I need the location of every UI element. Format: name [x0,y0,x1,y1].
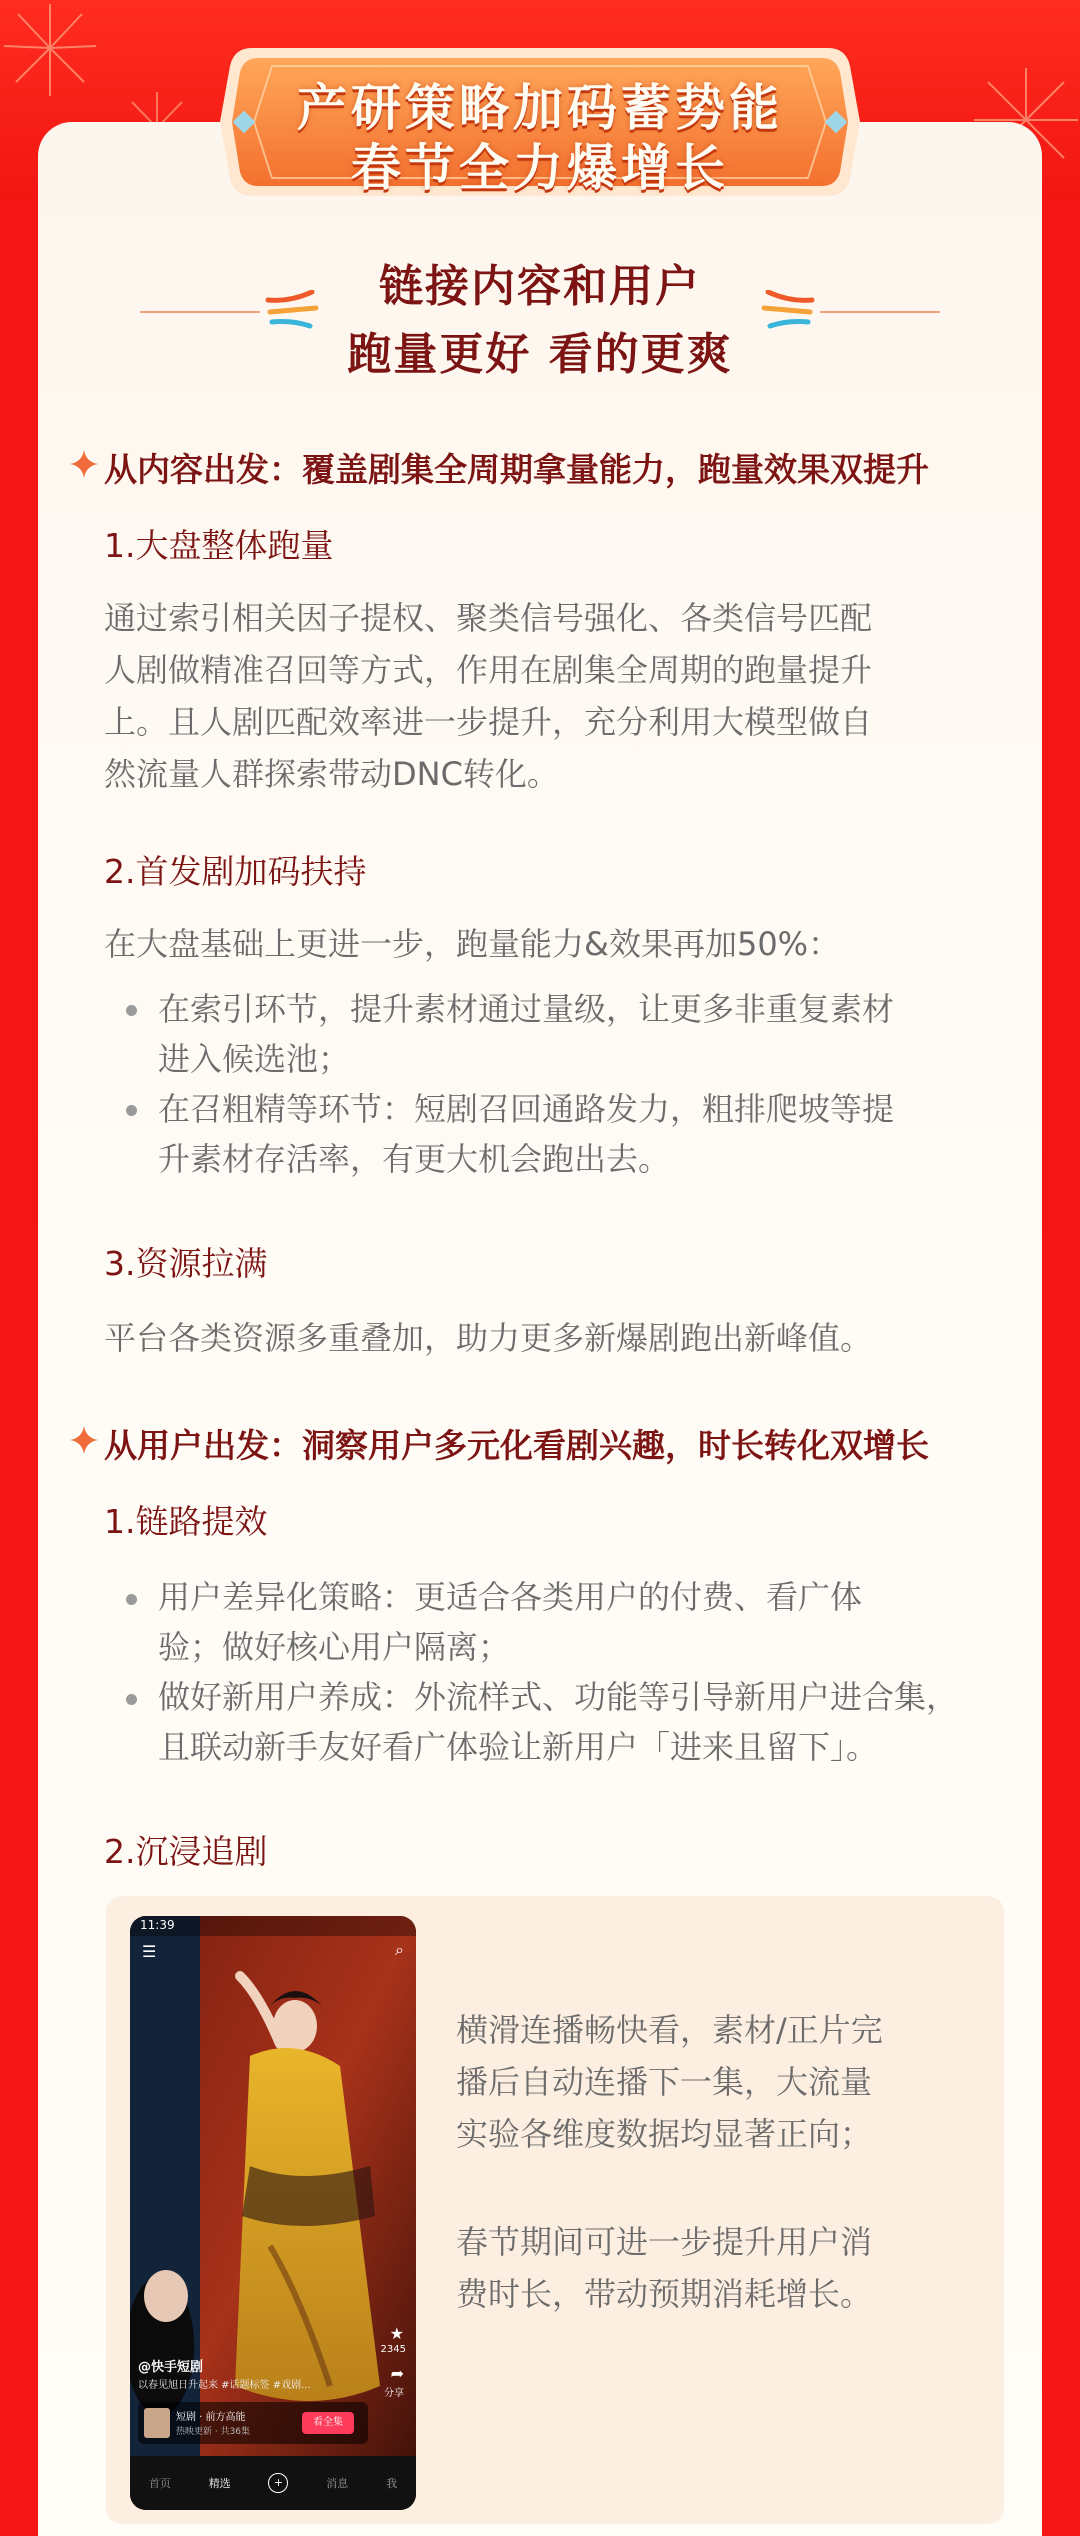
bullet-dot [126,1105,137,1116]
section-user-title: 从用户出发：洞察用户多元化看剧兴趣，时长转化双增长 [104,1426,929,1465]
nav-item-me[interactable]: 我 [386,2477,398,2490]
subtitle-left-decoration [140,290,320,330]
paragraph-line: 人剧做精准召回等方式，作用在剧集全周期的跑量提升 [104,651,873,689]
item-title: 3.资源拉满 [104,1244,268,1283]
banner-title-line-2: 春节全力爆增长 [351,139,729,197]
firework-left-decoration [0,0,120,110]
item-title: 1.大盘整体跑量 [104,526,334,565]
status-time: 11:39 [140,1918,175,1932]
promo-line: 横滑连播畅快看，素材/正片完 [456,2011,883,2049]
promo-text-b [456,2216,986,2320]
paragraph [104,592,1004,800]
bullet-dot [126,1694,137,1705]
like-count: 2345 [380,2344,406,2355]
bullet-item [158,1672,1006,1772]
phone-screenshot [130,1916,416,2510]
bullet-line: 升素材存活率，有更大机会跑出去。 [158,1140,671,1178]
share-label: 分享 [384,2388,404,2399]
share-icon[interactable]: ➦ [390,2364,404,2383]
promo-line: 实验各维度数据均显著正向； [456,2115,873,2153]
bullet-line: 进入候选池； [158,1040,351,1078]
item-title: 2.沉浸追剧 [104,1832,268,1871]
paragraph-line: 然流量人群探索带动DNC转化。 [104,755,559,793]
drama-info-card[interactable] [138,2402,368,2444]
paragraph-intro: 在大盘基础上更进一步，跑量能力&效果再加50%： [104,925,841,963]
bullet-dot [126,1594,137,1605]
sparkle-icon [70,1426,98,1454]
promo-text-a [456,2004,986,2160]
bullet-line: 且联动新手友好看广体验让新用户「进来且留下」。 [158,1728,879,1766]
sparkle-icon [70,450,98,478]
subtitle-line-1: 链接内容和用户 [379,261,701,312]
paragraph: 平台各类资源多重叠加，助力更多新爆剧跑出新峰值。 [104,1319,873,1357]
subtitle-line-2: 跑量更好 看的更爽 [347,329,733,380]
nav-item-home[interactable]: 首页 [148,2477,171,2490]
bullet-line: 用户差异化策略：更适合各类用户的付费、看广体 [158,1578,863,1616]
bullet-line: 在索引环节，提升素材通过量级，让更多非重复素材 [158,990,895,1028]
menu-icon[interactable]: ☰ [142,1942,157,1961]
like-icon[interactable]: ★ [389,2324,404,2343]
promo-line: 费时长，带动预期消耗增长。 [456,2275,873,2313]
search-icon[interactable]: ⌕ [395,1940,404,1959]
bullet-item [158,1572,1006,1672]
promo-line: 播后自动连播下一集，大流量 [456,2063,873,2101]
drama-subtitle: 热映更新 · 共36集 [176,2427,251,2437]
bullet-dot [126,1005,137,1016]
nav-item-messages[interactable]: 消息 [326,2477,349,2490]
paragraph-line: 上。且人剧匹配效率进一步提升，充分利用大模型做自 [104,703,873,741]
item-title: 2.首发剧加码扶持 [104,852,367,891]
title-banner [214,40,866,204]
banner-title-line-1: 产研策略加码蓄势能 [297,79,783,137]
item-title: 1.链路提效 [104,1502,268,1541]
nav-item-featured[interactable]: 精选 [208,2477,231,2490]
bullet-line: 在召粗精等环节：短剧召回通路发力，粗排爬坡等提 [158,1090,895,1128]
bullet-line: 验；做好核心用户隔离； [158,1628,511,1666]
bullet-item [158,1084,1006,1184]
subtitle-right-decoration [760,290,940,330]
bullet-line: 做好新用户养成：外流样式、功能等引导新用户进合集， [158,1678,959,1716]
bottom-nav [130,2468,416,2498]
video-caption: 以春见旭日升起来 #话题标签 #戏剧... [138,2380,311,2391]
drama-thumbnail [144,2408,170,2438]
watch-full-button[interactable]: 看全集 [302,2412,354,2434]
drama-name: 短剧 · 前方高能 [176,2412,246,2423]
section-content-title: 从内容出发：覆盖剧集全周期拿量能力，跑量效果双提升 [104,450,929,489]
promo-line: 春节期间可进一步提升用户消 [456,2223,873,2261]
paragraph-line: 通过索引相关因子提权、聚类信号强化、各类信号匹配 [104,599,873,637]
nav-item-create[interactable]: + [268,2473,288,2493]
account-name[interactable]: @快手短剧 [138,2360,204,2375]
bullet-item [158,984,1006,1084]
